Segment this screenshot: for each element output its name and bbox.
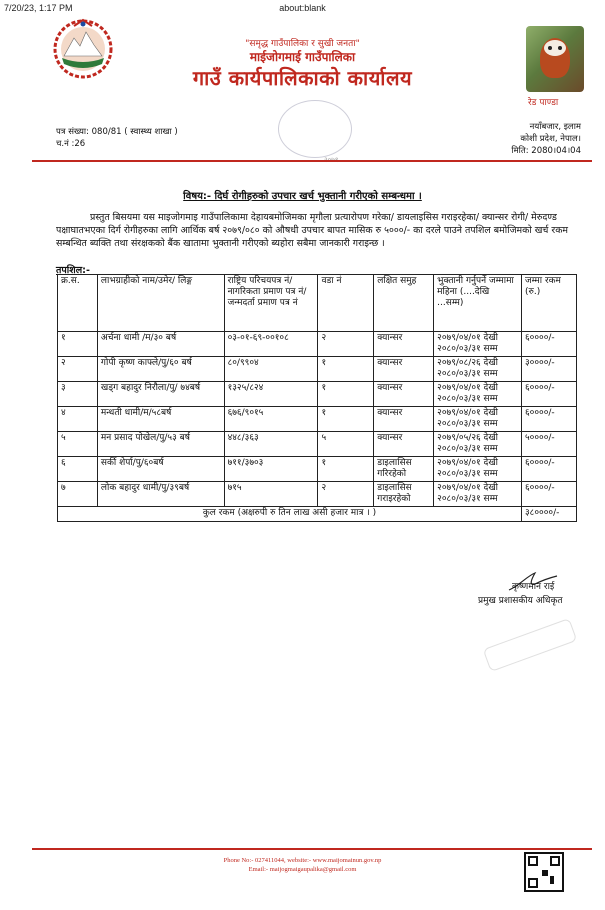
table-row bbox=[58, 482, 577, 507]
print-datetime: 7/20/23, 1:17 PM bbox=[4, 3, 73, 13]
cell-sn: ३ bbox=[58, 382, 98, 407]
cell-ward: २ bbox=[318, 482, 374, 507]
cell-ward: २ bbox=[318, 332, 374, 357]
table-row bbox=[58, 407, 577, 432]
cell-target-group: डाइलासिस गराइरहेको bbox=[374, 482, 434, 507]
cell-amount: ६००००/- bbox=[522, 482, 577, 507]
cell-amount: ६००००/- bbox=[522, 382, 577, 407]
print-url: about:blank bbox=[279, 3, 326, 13]
cell-beneficiary: मन्धती धामी/म/५८बर्ष bbox=[97, 407, 224, 432]
cell-target-group: क्यान्सर bbox=[374, 407, 434, 432]
beneficiary-table bbox=[57, 274, 577, 522]
table-row bbox=[58, 332, 577, 357]
footer-contact bbox=[0, 856, 605, 874]
municipality-name: माईजोगमाई गाउँपालिका bbox=[249, 50, 356, 64]
table-title: तपशिल:- bbox=[56, 265, 90, 276]
header-divider bbox=[32, 160, 592, 162]
cell-id-number: ०३-०१-६९-००१०८ bbox=[224, 332, 318, 357]
faint-stamp-mark bbox=[483, 618, 578, 672]
footer-divider bbox=[32, 848, 592, 850]
cell-amount: ६००००/- bbox=[522, 332, 577, 357]
cell-beneficiary: अर्चना धामी /म/३० बर्ष bbox=[97, 332, 224, 357]
cell-payment-period: २०७९/०४/०१ देखी २०८०/०३/३१ सम्म bbox=[434, 457, 522, 482]
cell-target-group: क्यान्सर bbox=[374, 432, 434, 457]
cell-ward: १ bbox=[318, 382, 374, 407]
cell-sn: १ bbox=[58, 332, 98, 357]
subject-line: विषय:- दिर्घ रोगीहरुको उपचार खर्च भुक्तानी गरीएको सम्बन्धमा । bbox=[183, 191, 422, 202]
cell-id-number: ६७६/९०१५ bbox=[224, 407, 318, 432]
cell-payment-period: २०७९/०४/०१ देखी २०८०/०३/३१ सम्म bbox=[434, 407, 522, 432]
cell-target-group: क्यान्सर bbox=[374, 382, 434, 407]
cell-payment-period: २०७९/०५/२६ देखी २०८०/०३/३१ सम्म bbox=[434, 432, 522, 457]
cell-ward: १ bbox=[318, 407, 374, 432]
cell-beneficiary: लोक बहादुर धामी/पु/३९बर्ष bbox=[97, 482, 224, 507]
cell-amount: ५००००/- bbox=[522, 432, 577, 457]
col-header-payment-period: भुक्तानी गर्नुपर्ने जम्मामा महिना (....देखि ...सम्म) bbox=[434, 275, 522, 332]
cell-sn: २ bbox=[58, 357, 98, 382]
cell-target-group: क्यान्सर bbox=[374, 332, 434, 357]
cell-ward: १ bbox=[318, 457, 374, 482]
col-header-ward: वडा नं bbox=[318, 275, 374, 332]
cell-sn: ७ bbox=[58, 482, 98, 507]
cell-id-number: ७११/३७०३ bbox=[224, 457, 318, 482]
cell-payment-period: २०७९/०४/०१ देखी २०८०/०३/३१ सम्म bbox=[434, 482, 522, 507]
col-header-beneficiary: लाभग्राहीको नाम/उमेर/ लिङ्ग bbox=[97, 275, 224, 332]
cell-amount: ३००००/- bbox=[522, 357, 577, 382]
col-header-target-group: लक्षित समुह bbox=[374, 275, 434, 332]
cell-beneficiary: सर्की शेर्पा/पु/६०बर्ष bbox=[97, 457, 224, 482]
mascot-label: रेड पाण्डा bbox=[528, 98, 559, 108]
office-stamp bbox=[278, 100, 352, 158]
red-panda-image bbox=[526, 26, 584, 92]
cell-id-number: ७१५ bbox=[224, 482, 318, 507]
col-header-amount: जम्मा रकम (रु.) bbox=[522, 275, 577, 332]
address-line-1: नयाँबजार, इलाम bbox=[529, 122, 581, 132]
letter-date: मिति: 2080।04।04 bbox=[511, 146, 581, 156]
col-header-sn: क्र.स. bbox=[58, 275, 98, 332]
office-title: गाउँ कार्यपालिकाको कार्यालय bbox=[192, 66, 413, 90]
cell-target-group: डाइलासिस गरिरहेको bbox=[374, 457, 434, 482]
footer-email: Email:- maijogmaigaupalika@gmail.com bbox=[248, 866, 357, 873]
cell-beneficiary: मन प्रसाद पोखेल/पु/५३ बर्ष bbox=[97, 432, 224, 457]
table-row bbox=[58, 432, 577, 457]
cell-ward: १ bbox=[318, 357, 374, 382]
cell-sn: ५ bbox=[58, 432, 98, 457]
cell-amount: ६००००/- bbox=[522, 407, 577, 432]
cell-target-group: क्यान्सर bbox=[374, 357, 434, 382]
table-total-row bbox=[58, 507, 577, 522]
cell-beneficiary: गोपी कृष्ण काफ्ले/पु/६० बर्ष bbox=[97, 357, 224, 382]
cell-payment-period: २०७९/०४/०१ देखी २०८०/०३/३१ सम्म bbox=[434, 332, 522, 357]
cell-id-number: ८०/९९०४ bbox=[224, 357, 318, 382]
cell-ward: ५ bbox=[318, 432, 374, 457]
reference-number: पत्र संख्या: 080/81 ( स्वास्थ्य शाखा ) bbox=[56, 127, 178, 137]
cell-beneficiary: खड्ग बहादुर निरौला/पु/ ७४बर्ष bbox=[97, 382, 224, 407]
qr-code-icon bbox=[524, 852, 564, 892]
cell-id-number: ४४८/३६३ bbox=[224, 432, 318, 457]
cell-sn: ६ bbox=[58, 457, 98, 482]
cell-sn: ४ bbox=[58, 407, 98, 432]
signatory-designation: प्रमुख प्रशासकीय अधिकृत bbox=[478, 596, 563, 606]
table-row bbox=[58, 382, 577, 407]
col-header-id-number: राष्ट्रिय परिचयपत्र नं/ नागरिकता प्रमाण पत्र नं/ जन्मदर्ता प्रमाण पत्र नं bbox=[224, 275, 318, 332]
table-row bbox=[58, 357, 577, 382]
table-row bbox=[58, 457, 577, 482]
total-label: कुल रकम (अक्षरुपी रु तिन लाख असी हजार मात्र । ) bbox=[58, 507, 522, 522]
body-paragraph: प्रस्तुत बिसयमा यस माइजोगमाइ गाउँपालिकामा देहायबमोजिमका मृगौला प्रत्यारोपण गरेका/ डायलाइसिस गराइरहेका/ क्यान्सर रोगी/ मेरुदण्ड पक्षाघातभएका दिर्ग रोगीहरुका लागि आर्थिक बर्ष २०७९/०८० को औषधी उपचार बापत मासिक रु ५०००/- का दरले पाउने तपशिल बमोजिमको खर्च रकम सम्बन्धित ब्यक्ति तथा संरक्षकको बैंक खातामा भुक्तानी गरीएको ब्यहोरा सबैमा जानकारी गराइन्छ । bbox=[56, 212, 569, 249]
total-amount: ३८००००/- bbox=[522, 507, 577, 522]
address-line-2: कोशी प्रदेश, नेपाल। bbox=[520, 134, 581, 144]
footer-phone-website: Phone No:- 027411044, website:- www.maijomainun.gov.np bbox=[223, 857, 382, 864]
cell-amount: ६००००/- bbox=[522, 457, 577, 482]
cell-payment-period: २०७९/०४/०१ देखी २०८०/०३/३१ सम्म bbox=[434, 382, 522, 407]
cell-id-number: १३२५/८२४ bbox=[224, 382, 318, 407]
table-header-row bbox=[58, 275, 577, 332]
signatory-name: कृष्णमान राई bbox=[512, 582, 555, 592]
cell-payment-period: २०७९/०८/२६ देखी २०८०/०३/३१ सम्म bbox=[434, 357, 522, 382]
dispatch-number: च.नं :26 bbox=[56, 139, 86, 149]
slogan: "समृद्ध गाउँपालिका र सुखी जनता" bbox=[245, 39, 360, 49]
